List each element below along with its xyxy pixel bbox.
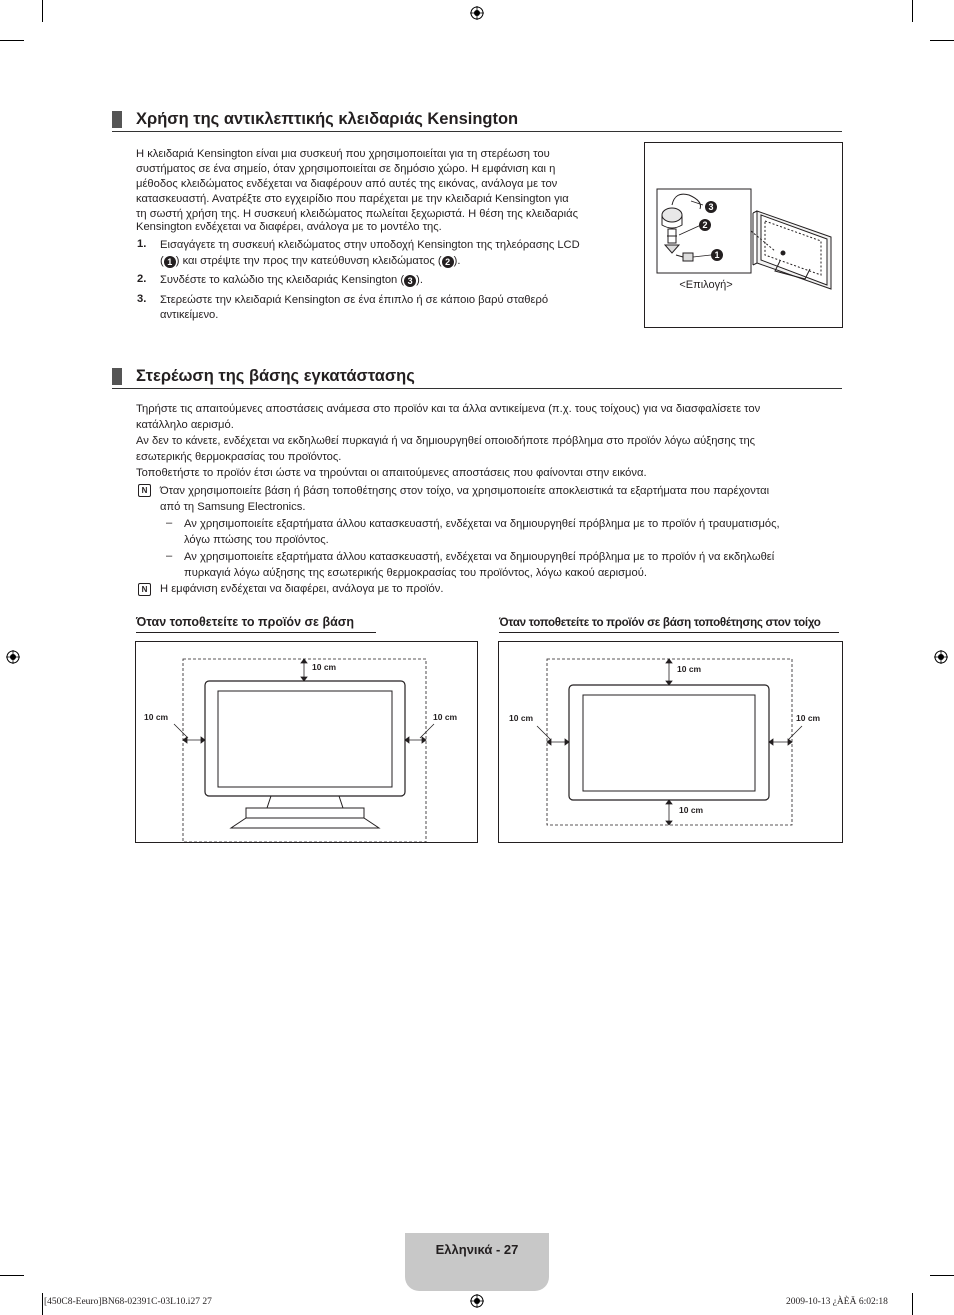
marker-1-icon: 1 <box>164 256 176 268</box>
paragraph-line: Αν δεν το κάνετε, ενδέχεται να εκδηλωθεί πυρκαγιά ή να δημιουργηθεί οποιοδήποτε πρόβλημα στο προϊόν λόγω αύξησης της <box>136 435 756 447</box>
crop-mark <box>930 40 954 41</box>
top-clearance-label: 10 cm <box>312 662 337 672</box>
paragraph-line: εσωτερικής θερμοκρασίας του προϊόντος. <box>136 451 342 463</box>
dash-line: Αν χρησιμοποιείτε εξαρτήματα άλλου κατασκευαστή, ενδέχεται να δημιουργηθεί πρόβλημα με το προϊόν ή τραυματισμός, <box>184 518 780 530</box>
dash-line: Αν χρησιμοποιείτε εξαρτήματα άλλου κατασκευαστή, ενδέχεται να δημιουργηθεί πρόβλημα με το προϊόν ή να εκδηλωθεί <box>184 551 775 563</box>
step-text-part: ). <box>416 274 423 286</box>
kensington-figure <box>644 142 843 328</box>
note-line: από τη Samsung Electronics. <box>160 501 306 513</box>
paragraph-line: Τηρήστε τις απαιτούμενες αποστάσεις ανάμεσα στο προϊόν και τα άλλα αντικείμενα (π.χ. τους τοίχους) για να διασφαλίσετε τον <box>136 403 761 415</box>
top-clearance-label: 10 cm <box>677 664 702 674</box>
section-divider <box>112 388 842 389</box>
step-text-part: ( <box>160 255 164 267</box>
left-clearance-label: 10 cm <box>509 713 534 723</box>
section-marker <box>112 368 122 385</box>
step-text <box>160 293 640 323</box>
dash-line: λόγω πτώσης του προϊόντος. <box>184 534 329 546</box>
marker-3-icon: 3 <box>705 201 717 213</box>
kensington-intro <box>136 147 636 235</box>
right-clearance-label: 10 cm <box>796 713 821 723</box>
figure-caption: <Επιλογή> <box>679 279 733 291</box>
paragraph-line: Τοποθετήστε το προϊόν έτσι ώστε να τηρούνται οι απαιτούμενες αποστάσεις που φαίνονται στην εικόνα. <box>136 467 647 479</box>
marker-3-icon: 3 <box>404 275 416 287</box>
crop-mark <box>42 0 43 22</box>
crop-mark <box>0 1275 24 1276</box>
note-text: Η εμφάνιση ενδέχεται να διαφέρει, ανάλογα με το προϊόν. <box>160 583 444 595</box>
left-clearance-label: 10 cm <box>144 712 169 722</box>
section-title: Χρήση της αντικλεπτικής κλειδαριάς Kensington <box>136 110 519 128</box>
step-line <box>160 254 640 269</box>
installation-body <box>136 401 846 481</box>
right-clearance-label: 10 cm <box>433 712 458 722</box>
registration-mark-icon <box>6 650 20 664</box>
note-icon: N <box>138 484 151 497</box>
registration-mark-icon <box>934 650 948 664</box>
stand-tv-diagram <box>136 642 477 842</box>
crop-mark <box>912 0 913 22</box>
step-line: Στερεώστε την κλειδαριά Kensington σε ένα έπιπλο ή σε κάποιο βαρύ σταθερό <box>160 294 549 306</box>
bottom-clearance-label: 10 cm <box>679 805 704 815</box>
intro-line: συστήματος σε ένα σημείο, όταν χρησιμοποιείται σε δημόσιο χώρο. Η εμφάνιση και η <box>136 163 556 175</box>
intro-line: Η κλειδαριά Kensington είναι μια συσκευή που χρησιμοποιείται για τη στερέωση του <box>136 148 550 160</box>
step-number: 2. <box>137 273 147 285</box>
section-marker <box>112 111 122 128</box>
step-text <box>160 238 640 269</box>
wall-tv-diagram <box>499 642 842 842</box>
dash-text <box>184 549 854 581</box>
registration-mark-icon <box>470 1294 484 1308</box>
crop-mark <box>0 40 24 41</box>
intro-line: κατασκευαστή. Ανατρέξτε στο εγχειρίδιο που παρέχεται με την κλειδαριά Kensington για <box>136 193 569 205</box>
section-title: Στερέωση της βάσης εγκατάστασης <box>136 367 415 385</box>
crop-mark <box>42 1293 43 1315</box>
dash-line: πυρκαγιά λόγω αύξησης της εσωτερικής θερμοκρασίας του προϊόντος, λόγω κακού αερισμού. <box>184 567 647 579</box>
step-text-part: ) και στρέψτε την προς την κατεύθυνση κλειδώματος ( <box>175 255 442 267</box>
step-number: 1. <box>137 238 147 250</box>
marker-1-icon: 1 <box>711 249 723 261</box>
marker-2-icon: 2 <box>699 219 711 231</box>
wall-figure-underline <box>499 632 839 633</box>
section-divider <box>112 131 842 132</box>
intro-line: μέθοδος κλειδώματος ενδέχεται να διαφέρουν από αυτές της εικόνας, ανάλογα με τον <box>136 178 558 190</box>
stand-figure-title: Όταν τοποθετείτε το προϊόν σε βάση <box>136 615 354 629</box>
intro-line: Kensington ενδέχεται να διαφέρει, ανάλογα με το μοντέλο της. <box>136 221 442 233</box>
paragraph-line: κατάλληλο αερισμό. <box>136 419 234 431</box>
note-text <box>160 483 850 515</box>
wall-clearance-figure <box>498 641 843 843</box>
dash-symbol: – <box>166 517 173 529</box>
step-number: 3. <box>137 293 147 305</box>
registration-mark-icon <box>470 6 484 20</box>
step-text <box>160 273 640 288</box>
crop-mark <box>930 1275 954 1276</box>
intro-line: τη σωστή χρήση της. Η συσκευή κλειδώματος πωλείται ξεχωριστά. Η θέση της κλειδαριάς <box>136 208 578 220</box>
marker-2-icon: 2 <box>442 256 454 268</box>
print-slug-left: [450C8-Eeuro]BN68-02391C-03L10.i27 27 <box>44 1297 212 1307</box>
crop-mark <box>912 1293 913 1315</box>
step-text-part: Συνδέστε το καλώδιο της κλειδαριάς Kensington ( <box>160 274 405 286</box>
step-line: αντικείμενο. <box>160 309 219 321</box>
stand-clearance-figure <box>135 641 478 843</box>
page-number: Ελληνικά - 27 <box>435 1242 519 1257</box>
dash-symbol: – <box>166 550 173 562</box>
stand-figure-underline <box>136 632 376 633</box>
wall-figure-title: Όταν τοποθετείτε το προϊόν σε βάση τοποθέτησης στον τοίχο <box>499 616 821 629</box>
kensington-lock-illustration <box>645 143 842 327</box>
step-line: Εισαγάγετε τη συσκευή κλειδώματος στην υποδοχή Kensington της τηλεόρασης LCD <box>160 239 580 251</box>
note-line: Όταν χρησιμοποιείτε βάση ή βάση τοποθέτησης στον τοίχο, να χρησιμοποιείτε αποκλειστικά τα εξαρτήματα που παρέχονται <box>160 485 770 497</box>
dash-text <box>184 516 854 548</box>
note-icon: N <box>138 583 151 596</box>
print-slug-right: 2009-10-13 ¿ÀÈÄ 6:02:18 <box>786 1297 888 1307</box>
step-text-part: ). <box>453 255 461 267</box>
